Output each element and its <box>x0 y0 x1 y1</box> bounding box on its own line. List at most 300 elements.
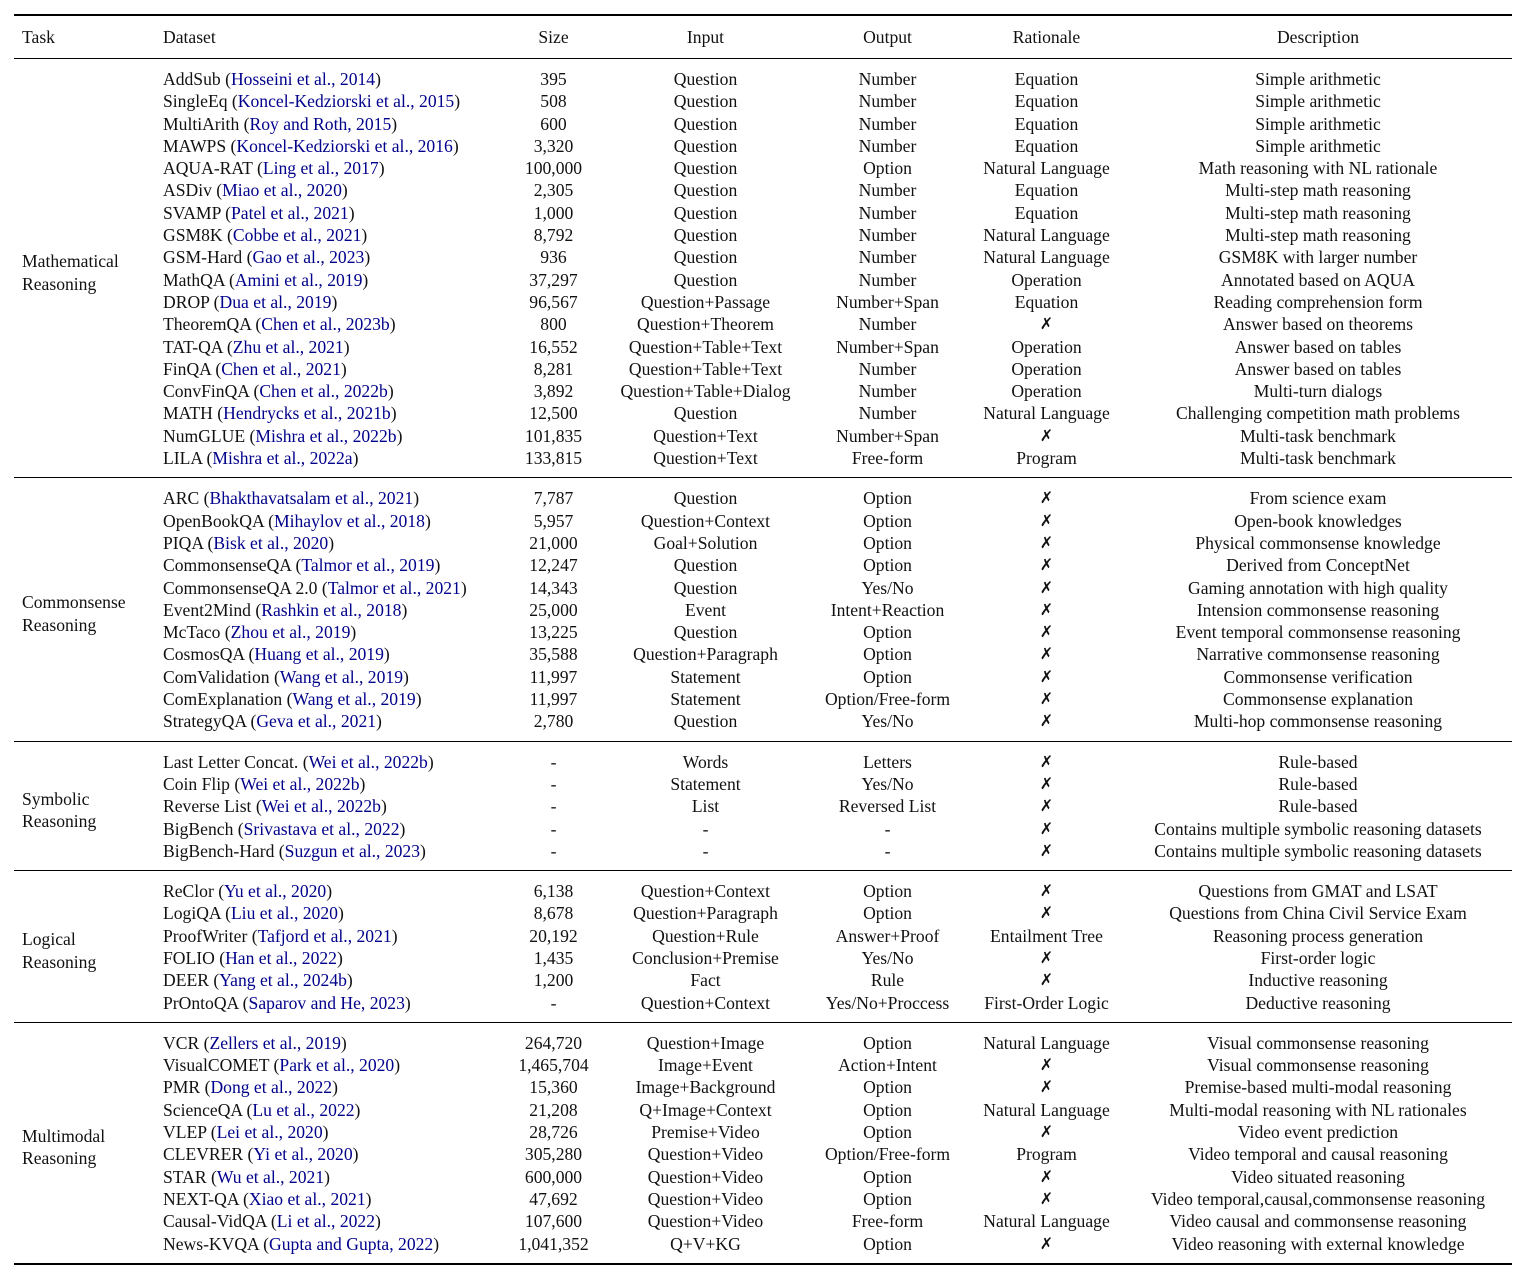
table-row <box>14 1022 1512 1054</box>
dataset-cell: ComValidation (Wang et al., 2019) <box>163 666 409 687</box>
dataset-name: ScienceQA <box>163 1099 243 1120</box>
size-cell: 2,305 <box>533 180 574 201</box>
input-cell: Statement <box>670 689 741 710</box>
citation-link[interactable]: Talmor et al., 2019 <box>301 555 435 576</box>
input-cell: Image+Event <box>658 1055 753 1076</box>
size-cell: - <box>550 818 557 839</box>
rationale-cell: ✗ <box>1039 599 1054 619</box>
input-cell: Q+Image+Context <box>639 1099 772 1120</box>
dataset-name: SingleEq <box>163 91 228 112</box>
table-row <box>14 1076 1512 1098</box>
table-row <box>14 90 1512 112</box>
size-cell: 11,997 <box>529 689 578 710</box>
description-cell: Answer based on tables <box>1234 358 1402 379</box>
dataset-name: ComValidation <box>163 666 270 687</box>
citation-link[interactable]: Roy and Roth, 2015 <box>249 113 392 134</box>
table-row <box>14 871 1512 903</box>
input-cell: Question <box>673 269 738 290</box>
dataset-name: MultiArith <box>163 113 240 134</box>
dataset-name: BigBench-Hard <box>163 840 275 861</box>
citation-link[interactable]: Wang et al., 2019 <box>279 666 403 687</box>
dataset-cell: GSM8K (Cobbe et al., 2021) <box>163 225 368 246</box>
citation-link[interactable]: Miao et al., 2020 <box>222 180 342 201</box>
task-label: Reasoning <box>22 614 97 635</box>
dataset-name: SVAMP <box>163 202 221 223</box>
citation-link[interactable]: Yi et al., 2020 <box>253 1144 353 1165</box>
description-cell: Video reasoning with external knowledge <box>1124 1233 1512 1264</box>
output-cell: Option <box>863 1077 912 1098</box>
task-cell <box>14 478 163 741</box>
dataset-cell: AQUA-RAT (Ling et al., 2017) <box>163 158 385 179</box>
dataset-name: FOLIO <box>163 947 215 968</box>
rationale-cell: Natural Language <box>983 225 1110 246</box>
size-cell: 1,000 <box>533 202 574 223</box>
output-cell: Option <box>863 555 912 576</box>
citation-link[interactable]: Ling et al., 2017 <box>262 158 379 179</box>
size-cell: 100,000 <box>524 158 583 179</box>
task-label: Symbolic <box>22 788 90 809</box>
table-row <box>14 1166 1512 1188</box>
citation-link[interactable]: Bisk et al., 2020 <box>213 532 329 553</box>
table-row <box>14 666 1512 688</box>
citation-link[interactable]: Yang et al., 2024b <box>219 970 347 991</box>
rationale-cell: ✗ <box>1039 644 1054 664</box>
description-cell: Premise-based multi-modal reasoning <box>1184 1077 1452 1098</box>
rationale-cell: Operation <box>1011 336 1082 357</box>
dataset-cell: CommonsenseQA 2.0 (Talmor et al., 2021) <box>163 577 467 598</box>
table-row <box>14 902 1512 924</box>
input-cell: Question+Video <box>647 1166 764 1187</box>
citation-link[interactable]: Park et al., 2020 <box>279 1055 395 1076</box>
output-cell: Option <box>863 881 912 902</box>
dataset-cell: CLEVRER (Yi et al., 2020) <box>163 1144 359 1165</box>
citation-link[interactable]: Chen et al., 2022b <box>259 381 388 402</box>
size-cell: 395 <box>540 69 567 89</box>
citation-link[interactable]: Wei et al., 2022b <box>240 773 360 794</box>
input-cell: Question <box>673 158 738 179</box>
dataset-cell: AddSub (Hosseini et al., 2014) <box>163 69 381 89</box>
output-cell: Rule <box>870 970 905 991</box>
task-label: Multimodal <box>22 1125 106 1146</box>
description-cell: Video temporal,causal,commonsense reasoning <box>1150 1188 1486 1209</box>
rationale-cell: ✗ <box>1039 314 1054 334</box>
citation-link[interactable]: Chen et al., 2021 <box>221 358 341 379</box>
rationale-cell: ✗ <box>1039 666 1054 686</box>
task-cell <box>14 871 163 1023</box>
citation-link[interactable]: Wu et al., 2021 <box>216 1166 325 1187</box>
table-row <box>14 818 1512 840</box>
rationale-cell: ✗ <box>1039 510 1054 530</box>
input-cell: Question <box>673 555 738 576</box>
rationale-cell: Equation <box>1014 180 1079 201</box>
size-cell: 8,281 <box>533 358 574 379</box>
output-cell: Number <box>858 403 917 424</box>
rationale-cell: Natural Language <box>983 403 1110 424</box>
table-row <box>14 380 1512 402</box>
dataset-cell: Coin Flip (Wei et al., 2022b) <box>163 773 366 794</box>
header-size: Size <box>538 27 569 47</box>
input-cell: Question <box>673 225 738 246</box>
table-row <box>14 113 1512 135</box>
size-cell: 21,000 <box>529 532 578 553</box>
description-cell: Deductive reasoning <box>1124 992 1512 1023</box>
citation-link[interactable]: Amini et al., 2019 <box>234 269 363 290</box>
input-cell: Question+Image <box>646 1032 765 1053</box>
input-cell: Question+Video <box>647 1211 764 1232</box>
dataset-name: GSM8K <box>163 225 223 246</box>
citation-link[interactable]: Saparov and He, 2023 <box>248 992 405 1013</box>
citation-link[interactable]: Talmor et al., 2021 <box>327 577 461 598</box>
dataset-name: FinQA <box>163 358 211 379</box>
description-cell: Commonsense explanation <box>1222 689 1414 710</box>
size-cell: 133,815 <box>502 447 605 478</box>
input-cell: Question <box>673 247 738 268</box>
dataset-name: GSM-Hard <box>163 247 243 268</box>
citation-link[interactable]: Patel et al., 2021 <box>230 202 349 223</box>
table-row <box>14 246 1512 268</box>
description-cell: Answer based on theorems <box>1222 314 1414 335</box>
rationale-cell: ✗ <box>1039 425 1054 445</box>
header-dataset: Dataset <box>163 27 216 47</box>
table-row <box>14 1210 1512 1232</box>
description-cell: First-order logic <box>1260 947 1376 968</box>
citation-link[interactable]: Li et al., 2022 <box>276 1211 376 1232</box>
size-cell: 21,208 <box>529 1099 578 1120</box>
output-cell: Number <box>858 69 917 89</box>
citation-link[interactable]: Koncel-Kedziorski et al., 2016 <box>236 135 453 156</box>
input-cell: Question <box>673 403 738 424</box>
output-cell: - <box>806 840 969 871</box>
description-cell: Rule-based <box>1278 796 1358 817</box>
citation-link[interactable]: Zhu et al., 2021 <box>232 336 344 357</box>
description-cell: Contains multiple symbolic reasoning datasets <box>1124 840 1512 871</box>
dataset-cell: MathQA (Amini et al., 2019) <box>163 269 369 290</box>
dataset-cell: ConvFinQA (Chen et al., 2022b) <box>163 381 394 402</box>
citation-link[interactable]: Wei et al., 2022b <box>308 751 428 772</box>
output-cell: - <box>884 818 891 839</box>
table-row <box>14 741 1512 773</box>
size-cell: 47,692 <box>529 1188 578 1209</box>
datasets-table <box>14 14 1512 1265</box>
size-cell: 14,343 <box>529 577 578 598</box>
citation-link[interactable]: Mishra et al., 2022b <box>255 425 397 446</box>
table-row <box>14 1143 1512 1165</box>
input-cell: Question <box>673 577 738 598</box>
description-cell: From science exam <box>1249 488 1387 509</box>
description-cell: Multi-step math reasoning <box>1225 180 1411 201</box>
table-row <box>14 291 1512 313</box>
table-row <box>14 577 1512 599</box>
dataset-name: AQUA-RAT <box>163 158 253 179</box>
rationale-cell: ✗ <box>1039 1077 1054 1097</box>
rationale-cell: ✗ <box>1039 881 1054 901</box>
task-label: Reasoning <box>22 273 97 294</box>
table-row <box>14 358 1512 380</box>
rationale-cell: Natural Language <box>983 1032 1110 1053</box>
size-cell: - <box>550 751 557 772</box>
dataset-name: ProofWriter <box>163 925 248 946</box>
input-cell: Statement <box>670 773 741 794</box>
output-cell: Free-form <box>851 1211 924 1232</box>
dataset-cell: ASDiv (Miao et al., 2020) <box>163 180 348 201</box>
size-cell: 264,720 <box>524 1032 583 1053</box>
dataset-name: DEER <box>163 970 209 991</box>
output-cell: Option <box>863 1032 912 1053</box>
rationale-cell: Equation <box>1014 291 1079 312</box>
size-cell: 13,225 <box>529 622 578 643</box>
dataset-cell: SVAMP (Patel et al., 2021) <box>163 202 355 223</box>
description-cell: Narrative commonsense reasoning <box>1196 644 1440 665</box>
dataset-cell: McTaco (Zhou et al., 2019) <box>163 622 357 643</box>
description-cell: Intension commonsense reasoning <box>1196 599 1440 620</box>
table-row <box>14 773 1512 795</box>
table-row <box>14 599 1512 621</box>
header-input: Input <box>686 27 725 47</box>
citation-link[interactable]: Mihaylov et al., 2018 <box>273 510 425 531</box>
input-cell: Goal+Solution <box>653 532 758 553</box>
header-row <box>14 15 1512 59</box>
dataset-cell: VisualCOMET (Park et al., 2020) <box>163 1055 401 1076</box>
table-row <box>14 135 1512 157</box>
dataset-cell: ReClor (Yu et al., 2020) <box>163 881 333 902</box>
citation-link[interactable]: Srivastava et al., 2022 <box>243 818 400 839</box>
dataset-name: NEXT-QA <box>163 1188 239 1209</box>
citation-link[interactable]: Lu et al., 2022 <box>252 1099 355 1120</box>
table-row <box>14 688 1512 710</box>
rationale-cell: Operation <box>1011 381 1082 402</box>
output-cell: Number <box>858 269 917 290</box>
citation-link[interactable]: Koncel-Kedziorski et al., 2015 <box>237 91 455 112</box>
rationale-cell: Natural Language <box>983 1099 1110 1120</box>
input-cell: Question+Text <box>605 447 806 478</box>
citation-link[interactable]: Rashkin et al., 2018 <box>261 599 402 620</box>
rationale-cell: ✗ <box>1039 970 1054 990</box>
output-cell: Option <box>863 644 912 665</box>
citation-link[interactable]: Zhou et al., 2019 <box>230 622 351 643</box>
output-cell: Option <box>863 1166 912 1187</box>
rationale-cell: Equation <box>1014 135 1079 156</box>
rationale-cell: ✗ <box>1039 689 1054 709</box>
rationale-cell: Natural Language <box>983 158 1110 179</box>
dataset-name: StrategyQA <box>163 711 247 732</box>
dataset-name: ConvFinQA <box>163 381 250 402</box>
description-cell: Derived from ConceptNet <box>1226 555 1410 576</box>
dataset-cell: VCR (Zellers et al., 2019) <box>163 1032 347 1053</box>
table-row <box>14 795 1512 817</box>
citation-link[interactable]: Lei et al., 2020 <box>216 1122 323 1143</box>
table-row <box>14 447 1512 478</box>
dataset-cell: LILA (Mishra et al., 2022a) <box>163 447 502 478</box>
input-cell: Question <box>673 91 738 112</box>
dataset-name: Last Letter Concat. <box>163 751 299 772</box>
table-row <box>14 710 1512 741</box>
rationale-cell: ✗ <box>1039 751 1054 771</box>
size-cell: 1,435 <box>533 947 574 968</box>
input-cell: Question+Paragraph <box>633 644 778 665</box>
task-cell <box>14 741 163 870</box>
dataset-cell: STAR (Wu et al., 2021) <box>163 1166 330 1187</box>
input-cell: Question <box>673 180 738 201</box>
dataset-name: LILA <box>163 448 203 469</box>
dataset-cell: FOLIO (Han et al., 2022) <box>163 947 343 968</box>
size-cell: 12,247 <box>529 555 578 576</box>
size-cell: 8,678 <box>533 903 574 924</box>
rationale-cell: ✗ <box>1039 796 1054 816</box>
size-cell: 600,000 <box>524 1166 583 1187</box>
output-cell: Option <box>863 1188 912 1209</box>
description-cell: Simple arithmetic <box>1255 135 1381 156</box>
citation-link[interactable]: Dua et al., 2019 <box>219 291 332 312</box>
rationale-cell: Entailment Tree <box>990 925 1103 946</box>
size-cell: 37,297 <box>529 269 578 290</box>
description-cell: Challenging competition math problems <box>1176 403 1460 424</box>
table-row <box>14 643 1512 665</box>
dataset-name: CosmosQA <box>163 644 245 665</box>
table-row <box>14 1054 1512 1076</box>
input-cell: Question+Video <box>647 1144 764 1165</box>
output-cell: Option <box>863 903 912 924</box>
dataset-cell: CommonsenseQA (Talmor et al., 2019) <box>163 555 441 576</box>
output-cell: Option <box>863 510 912 531</box>
dataset-cell: LogiQA (Liu et al., 2020) <box>163 903 344 924</box>
citation-link[interactable]: Dong et al., 2022 <box>210 1077 333 1098</box>
dataset-cell: MAWPS (Koncel-Kedziorski et al., 2016) <box>163 135 459 156</box>
citation-link[interactable]: Zellers et al., 2019 <box>209 1032 341 1053</box>
dataset-cell: NumGLUE (Mishra et al., 2022b) <box>163 425 403 446</box>
dataset-cell: Reverse List (Wei et al., 2022b) <box>163 796 387 817</box>
description-cell: Open-book knowledges <box>1234 510 1402 531</box>
dataset-name: CommonsenseQA 2.0 <box>163 577 318 598</box>
rationale-cell: Operation <box>1011 269 1082 290</box>
input-cell: Image+Background <box>635 1077 776 1098</box>
size-cell: 15,360 <box>529 1077 578 1098</box>
citation-link[interactable]: Huang et al., 2019 <box>254 644 384 665</box>
citation-link[interactable]: Xiao et al., 2021 <box>248 1188 366 1209</box>
size-cell: 936 <box>540 247 567 268</box>
citation-link[interactable]: Han et al., 2022 <box>225 947 337 968</box>
description-cell: Visual commonsense reasoning <box>1207 1032 1429 1053</box>
output-cell: Option/Free-form <box>824 1144 951 1165</box>
header-task: Task <box>22 26 55 47</box>
dataset-name: ReClor <box>163 881 214 902</box>
description-cell: Rule-based <box>1278 751 1358 772</box>
rationale-cell: Operation <box>1011 358 1082 379</box>
table-row <box>14 1099 1512 1121</box>
citation-link[interactable]: Suzgun et al., 2023 <box>284 840 421 861</box>
dataset-cell: BigBench (Srivastava et al., 2022) <box>163 818 406 839</box>
description-cell: Gaming annotation with high quality <box>1188 577 1448 598</box>
dataset-cell: TheoremQA (Chen et al., 2023b) <box>163 314 396 335</box>
task-label: Reasoning <box>22 951 97 972</box>
size-cell: 1,041,352 <box>502 1233 605 1264</box>
size-cell: 8,792 <box>533 225 574 246</box>
output-cell: Number <box>858 247 917 268</box>
table-row <box>14 947 1512 969</box>
citation-link[interactable]: Hosseini et al., 2014 <box>230 69 376 89</box>
dataset-cell: StrategyQA (Geva et al., 2021) <box>163 710 502 741</box>
size-cell: 1,200 <box>533 970 574 991</box>
dataset-cell: DROP (Dua et al., 2019) <box>163 291 338 312</box>
table-row <box>14 336 1512 358</box>
description-cell: Contains multiple symbolic reasoning datasets <box>1154 818 1482 839</box>
dataset-name: Reverse List <box>163 796 252 817</box>
dataset-cell: CosmosQA (Huang et al., 2019) <box>163 644 390 665</box>
rationale-cell: Natural Language <box>983 247 1110 268</box>
citation-link[interactable]: Gao et al., 2023 <box>252 247 365 268</box>
size-cell: 12,500 <box>529 403 578 424</box>
description-cell: Multi-modal reasoning with NL rationales <box>1169 1099 1467 1120</box>
dataset-name: PMR <box>163 1077 201 1098</box>
citation-link[interactable]: Wei et al., 2022b <box>261 796 381 817</box>
input-cell: Q+V+KG <box>605 1233 806 1264</box>
dataset-cell: ProofWriter (Tafjord et al., 2021) <box>163 925 398 946</box>
citation-link[interactable]: Wang et al., 2019 <box>292 689 416 710</box>
rationale-cell: ✗ <box>1039 773 1054 793</box>
table-row <box>14 510 1512 532</box>
size-cell: - <box>550 796 557 817</box>
dataset-name: CommonsenseQA <box>163 555 292 576</box>
dataset-name: News-KVQA <box>163 1233 259 1254</box>
rationale-cell: ✗ <box>1039 555 1054 575</box>
citation-link[interactable]: Hendrycks et al., 2021b <box>223 403 391 424</box>
dataset-cell: TAT-QA (Zhu et al., 2021) <box>163 336 350 357</box>
table-row <box>14 621 1512 643</box>
table-row <box>14 402 1512 424</box>
output-cell: Yes/No+Proccess <box>806 992 969 1023</box>
output-cell: Option <box>863 1122 912 1143</box>
citation-link[interactable]: Mishra et al., 2022a <box>212 448 353 469</box>
output-cell: Answer+Proof <box>835 925 940 946</box>
input-cell: Words <box>682 751 729 772</box>
dataset-name: TAT-QA <box>163 336 223 357</box>
citation-link[interactable]: Gupta and Gupta, 2022 <box>269 1233 434 1254</box>
dataset-cell: Event2Mind (Rashkin et al., 2018) <box>163 599 408 620</box>
dataset-name: MAWPS <box>163 135 227 156</box>
size-cell: 800 <box>540 314 567 335</box>
output-cell: Option <box>863 532 912 553</box>
rationale-cell: ✗ <box>1039 1122 1054 1142</box>
size-cell: - <box>502 992 605 1023</box>
rationale-cell: First-Order Logic <box>969 992 1124 1023</box>
table-row <box>14 269 1512 291</box>
rationale-cell: ✗ <box>1039 947 1054 967</box>
dataset-cell: OpenBookQA (Mihaylov et al., 2018) <box>163 510 431 531</box>
size-cell: 508 <box>540 91 567 112</box>
dataset-name: Coin Flip <box>163 773 230 794</box>
dataset-name: CLEVRER <box>163 1144 244 1165</box>
input-cell: Question+Text <box>653 425 758 446</box>
citation-link[interactable]: Liu et al., 2020 <box>230 903 338 924</box>
dataset-cell: BigBench-Hard (Suzgun et al., 2023) <box>163 840 502 871</box>
citation-link[interactable]: Chen et al., 2023b <box>261 314 390 335</box>
citation-link[interactable]: Yu et al., 2020 <box>224 881 327 902</box>
input-cell: - <box>605 840 806 871</box>
table-row <box>14 554 1512 576</box>
rationale-cell: ✗ <box>1039 1055 1054 1075</box>
citation-link[interactable]: Cobbe et al., 2021 <box>232 225 362 246</box>
rationale-cell: ✗ <box>969 710 1124 741</box>
citation-link[interactable]: Tafjord et al., 2021 <box>257 925 392 946</box>
citation-link[interactable]: Bhakthavatsalam et al., 2021 <box>209 488 414 509</box>
dataset-name: PIQA <box>163 532 204 553</box>
description-cell: Simple arithmetic <box>1255 113 1381 134</box>
rationale-cell: Equation <box>1014 202 1079 223</box>
input-cell: Question+Context <box>605 992 806 1023</box>
description-cell: Multi-step math reasoning <box>1225 225 1411 246</box>
dataset-name: MATH <box>163 403 213 424</box>
description-cell: Video event prediction <box>1237 1122 1399 1143</box>
citation-link[interactable]: Geva et al., 2021 <box>256 711 377 732</box>
